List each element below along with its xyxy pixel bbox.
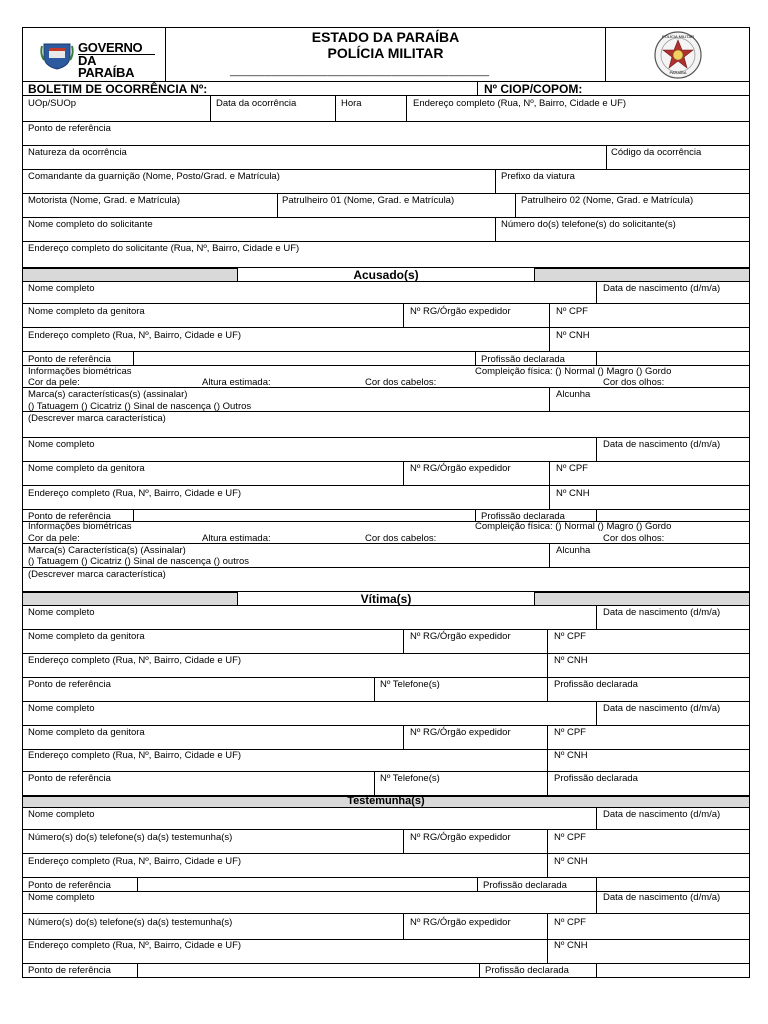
acusado1-biometricas-label: Informações biométricas (28, 366, 132, 377)
vitima1-nome-label: Nome completo (28, 607, 95, 618)
testemunha1-cnh-label: Nº CNH (554, 856, 588, 867)
testemunha2-nascimento-label: Data de nascimento (d/m/a) (603, 892, 721, 903)
testemunha1-cpf-label: Nº CPF (554, 832, 586, 843)
acusado1-marcas-opcoes: () Tatuagem () Cicatriz () Sinal de nascença () Outros (28, 401, 252, 412)
acusado1-cor-cabelos-label: Cor dos cabelos: (365, 377, 437, 388)
acusado1-descrever-label: (Descrever marca característica) (28, 413, 166, 424)
natureza-label: Natureza da ocorrência (28, 147, 127, 158)
title-line2: POLÍCIA MILITAR (327, 45, 444, 61)
vitima2-nome-label: Nome completo (28, 703, 95, 714)
acusado2-ponto-label: Ponto de referência (28, 511, 111, 522)
vitima2-telefone-label: Nº Telefone(s) (380, 773, 440, 784)
testemunha2-rg-label: Nº RG/Órgão expedidor (410, 917, 511, 928)
vitima1-profissao-label: Profissão declarada (554, 679, 638, 690)
acusado1-alcunha-label: Alcunha (556, 389, 591, 400)
acusado2-cpf-label: Nº CPF (556, 463, 588, 474)
testemunha1-nome-label: Nome completo (28, 809, 95, 820)
endereco-solicitante-label: Endereço completo do solicitante (Rua, Nº, Bairro, Cidade e UF) (28, 243, 300, 254)
acusado1-cnh-label: Nº CNH (556, 330, 590, 341)
acusado2-cnh-label: Nº CNH (556, 488, 590, 499)
acusado2-cor-pele-label: Cor da pele: (28, 533, 80, 544)
testemunha1-nascimento-label: Data de nascimento (d/m/a) (603, 809, 721, 820)
acusado1-cor-olhos-label: Cor dos olhos: (603, 377, 665, 388)
testemunha1-telefones-label: Número(s) do(s) telefone(s) da(s) testemunha(s) (28, 832, 233, 843)
vitimas-title: Vítima(s) (360, 592, 412, 606)
acusado2-alcunha-label: Alcunha (556, 545, 591, 556)
acusado1-genitora-label: Nome completo da genitora (28, 306, 145, 317)
testemunha2-endereco-label: Endereço completo (Rua, Nº, Bairro, Cidade e UF) (28, 940, 242, 951)
endereco-ocorrencia-label: Endereço completo (Rua, Nº, Bairro, Cidade e UF) (413, 98, 627, 109)
testemunha2-nome-label: Nome completo (28, 892, 95, 903)
vitima1-ponto-label: Ponto de referência (28, 679, 111, 690)
acusado2-rg-label: Nº RG/Órgão expedidor (410, 463, 511, 474)
vitima2-endereco-label: Endereço completo (Rua, Nº, Bairro, Cidade e UF) (28, 750, 242, 761)
title-underline: _____________________________________________ (230, 66, 490, 77)
acusado1-cor-pele-label: Cor da pele: (28, 377, 80, 388)
seal-top-text: POLÍCIA MILITAR (661, 34, 695, 39)
vitima2-genitora-label: Nome completo da genitora (28, 727, 145, 738)
vitima1-nascimento-label: Data de nascimento (d/m/a) (603, 607, 721, 618)
acusado2-marcas-label: Marca(s) Característica(s) (Assinalar) (28, 545, 186, 556)
acusado1-ponto-label: Ponto de referência (28, 354, 111, 365)
acusado1-compleicao-label: Compleição física: () Normal () Magro () Gordo (475, 366, 672, 377)
policia-seal (652, 30, 704, 80)
patrulheiro2-label: Patrulheiro 02 (Nome, Grad. e Matrícula) (521, 195, 694, 206)
hora-label: Hora (341, 98, 362, 109)
vitima2-nascimento-label: Data de nascimento (d/m/a) (603, 703, 721, 714)
acusado1-endereco-label: Endereço completo (Rua, Nº, Bairro, Cidade e UF) (28, 330, 242, 341)
testemunha2-ponto-label: Ponto de referência (28, 965, 111, 976)
bo-number-label: BOLETIM DE OCORRÊNCIA Nº: (28, 82, 208, 96)
acusado2-profissao-label: Profissão declarada (481, 511, 565, 522)
vitima2-ponto-label: Ponto de referência (28, 773, 111, 784)
testemunha1-endereco-label: Endereço completo (Rua, Nº, Bairro, Cidade e UF) (28, 856, 242, 867)
solicitante-label: Nome completo do solicitante (28, 219, 153, 230)
vitima1-cpf-label: Nº CPF (554, 631, 586, 642)
acusados-title: Acusado(s) (353, 268, 419, 282)
prefixo-label: Prefixo da viatura (501, 171, 575, 182)
acusado1-cpf-label: Nº CPF (556, 306, 588, 317)
acusado2-compleicao-label: Compleição física: () Normal () Magro () Gordo (475, 521, 672, 532)
testemunha1-rg-label: Nº RG/Órgão expedidor (410, 832, 511, 843)
ponto-referencia-label: Ponto de referência (28, 123, 111, 134)
codigo-label: Código da ocorrência (611, 147, 702, 158)
coat-of-arms-icon (40, 40, 74, 70)
title-line1: ESTADO DA PARAÍBA (311, 29, 460, 45)
testemunha2-telefones-label: Número(s) do(s) telefone(s) da(s) testemunha(s) (28, 917, 233, 928)
acusado1-rg-label: Nº RG/Órgão expedidor (410, 306, 511, 317)
acusado1-nascimento-label: Data de nascimento (d/m/a) (603, 283, 721, 294)
testemunhas-title: Testemunha(s) (347, 795, 425, 807)
vitima1-cnh-label: Nº CNH (554, 655, 588, 666)
governo-logo (40, 38, 155, 80)
telefone-solicitante-label: Número do(s) telefone(s) do solicitante(s) (501, 219, 676, 230)
acusado2-genitora-label: Nome completo da genitora (28, 463, 145, 474)
patrulheiro1-label: Patrulheiro 01 (Nome, Grad. e Matrícula) (282, 195, 455, 206)
acusado2-marcas-opcoes: () Tatuagem () Cicatriz () Sinal de nascença () outros (28, 556, 250, 567)
uop-label: UOp/SUOp (28, 98, 77, 109)
motorista-label: Motorista (Nome, Grad. e Matrícula) (28, 195, 181, 206)
vitima1-rg-label: Nº RG/Órgão expedidor (410, 631, 511, 642)
testemunha2-cnh-label: Nº CNH (554, 940, 588, 951)
vitima1-endereco-label: Endereço completo (Rua, Nº, Bairro, Cidade e UF) (28, 655, 242, 666)
acusado1-nome-label: Nome completo (28, 283, 95, 294)
vitima2-rg-label: Nº RG/Órgão expedidor (410, 727, 511, 738)
ciop-label: Nº CIOP/COPOM: (484, 82, 583, 96)
acusado2-nascimento-label: Data de nascimento (d/m/a) (603, 439, 721, 450)
acusado2-cor-olhos-label: Cor dos olhos: (603, 533, 665, 544)
acusado2-biometricas-label: Informações biométricas (28, 521, 132, 532)
logo-line2: DA PARAÍBA (78, 54, 155, 79)
acusado1-profissao-label: Profissão declarada (481, 354, 565, 365)
testemunha2-cpf-label: Nº CPF (554, 917, 586, 928)
testemunha1-profissao-label: Profissão declarada (483, 880, 567, 891)
acusado1-marcas-label: Marca(s) características(s) (assinalar) (28, 389, 188, 400)
acusado2-cor-cabelos-label: Cor dos cabelos: (365, 533, 437, 544)
vitima1-genitora-label: Nome completo da genitora (28, 631, 145, 642)
acusado1-altura-label: Altura estimada: (202, 377, 271, 388)
testemunha1-ponto-label: Ponto de referência (28, 880, 111, 891)
testemunha2-profissao-label: Profissão declarada (485, 965, 569, 976)
acusado2-endereco-label: Endereço completo (Rua, Nº, Bairro, Cidade e UF) (28, 488, 242, 499)
acusado2-altura-label: Altura estimada: (202, 533, 271, 544)
vitima2-cpf-label: Nº CPF (554, 727, 586, 738)
vitima2-profissao-label: Profissão declarada (554, 773, 638, 784)
vitima1-telefone-label: Nº Telefone(s) (380, 679, 440, 690)
acusado2-nome-label: Nome completo (28, 439, 95, 450)
comandante-label: Comandante da guarnição (Nome, Posto/Grad. e Matrícula) (28, 171, 280, 182)
data-ocorrencia-label: Data da ocorrência (216, 98, 297, 109)
logo-line1: GOVERNO (78, 40, 143, 55)
acusado2-descrever-label: (Descrever marca característica) (28, 569, 166, 580)
seal-bottom-text: PARAÍBA (669, 70, 687, 75)
vitima2-cnh-label: Nº CNH (554, 750, 588, 761)
